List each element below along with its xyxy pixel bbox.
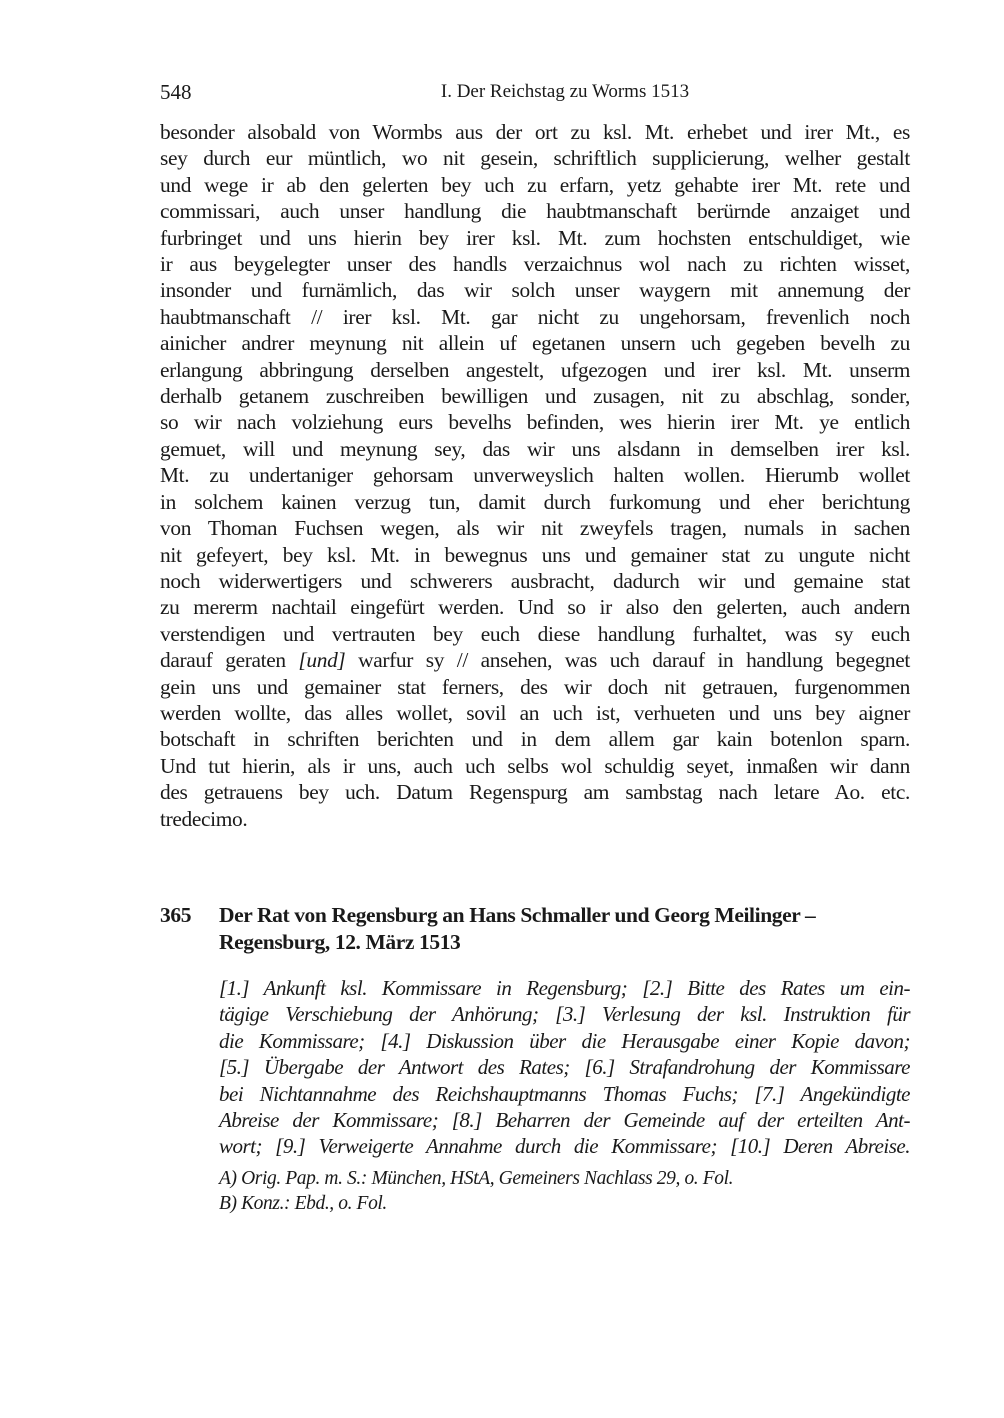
body-line: zu mererm nachtail eingefürt werden. Und so ir also den gelerten, auch andern [160, 595, 910, 620]
body-line: in solchem kainen verzug tun, damit durch furkomung und eher berichtung [160, 489, 910, 514]
document-title [219, 902, 919, 956]
body-line: ainicher andrer meynung nit allein uf egetanen unsern uch gegeben bevelh zu [160, 331, 910, 356]
source-line: B) Konz.: Ebd., o. Fol. [219, 1193, 387, 1214]
line-text: darauf geraten [160, 648, 299, 673]
letter-body-text [160, 119, 910, 832]
body-line: werden wollte, das alles wollet, sovil an uch ist, verhueten und uns bey aigner [160, 700, 910, 725]
body-line: sey durch eur müntlich, wo nit gesein, schriftlich supplicierung, welher gestalt [160, 146, 910, 171]
body-line: Und tut hierin, als ir uns, auch uch selbs wol schuldig seyet, inmaßen wir dann [160, 753, 910, 778]
body-line: Mt. zu undertaniger gehorsam unverweyslich halten wollen. Hierumb wollet [160, 463, 910, 488]
source-line: A) Orig. Pap. m. S.: München, HStA, Gemeiners Nachlass 29, o. Fol. [219, 1168, 734, 1189]
summary-line: bei Nichtannahme des Reichshauptmanns Thomas Fuchs; [7.] Angekündigte [219, 1081, 910, 1106]
body-line: tredecimo. [160, 806, 248, 831]
body-line: botschaft in schriften berichten und in dem allem gar kain botenlon sparn. [160, 727, 910, 752]
body-line: des getrauens bey uch. Datum Regenspurg am sambstag nach letare Ao. etc. [160, 780, 910, 805]
body-line: besonder alsobald von Wormbs aus der ort zu ksl. Mt. erhebet und irer Mt., es [160, 120, 910, 144]
body-line: und wege ir ab den gelerten bey uch zu erfarn, yetz gehabte irer Mt. rete und [160, 172, 910, 197]
summary-line: [1.] Ankunft ksl. Kommissare in Regensburg; [2.] Bitte des Rates um ein- [219, 976, 910, 1000]
title-line: Regensburg, 12. März 1513 [219, 930, 461, 954]
page-number: 548 [160, 80, 192, 104]
body-line: noch widerwertigers und schwerers ausbracht, dadurch wir und gemaine stat [160, 568, 910, 593]
body-line: ir aus beygelegter unser des handls verzaichnus wol nach zu richten wisset, [160, 252, 910, 277]
running-title: I. Der Reichstag zu Worms 1513 [440, 81, 690, 102]
body-line: derhalb getanem zuschreiben bewilligen und zusagen, nit zu abschlag, sonder, [160, 384, 910, 409]
document-number: 365 [160, 903, 192, 927]
body-line: so wir nach volziehung eurs bevelhs befinden, wes hierin irer Mt. ye entlich [160, 410, 910, 435]
body-line: furbringet und uns hierin bey irer ksl. Mt. zum hochsten entschuldiget, wie [160, 225, 910, 250]
body-line: nit gefeyert, bey ksl. Mt. in bewegnus uns und gemainer stat zu ungute nicht [160, 542, 910, 567]
body-line: gein uns und gemainer stat ferners, des wir doch nit getrauen, furgenommen [160, 674, 910, 699]
summary-line: die Kommissare; [4.] Diskussion über die Herausgabe einer Kopie davon; [219, 1028, 910, 1053]
body-line: insonder und furnämlich, das wir solch unser waygern mit annemung der [160, 278, 910, 303]
document-sources [219, 1166, 910, 1216]
body-line: von Thoman Fuchsen wegen, als wir nit zweyfels tragen, numals in sachen [160, 516, 910, 541]
body-line: commissari, auch unser handlung die haubtmanschaft berürnde anzaiget und [160, 199, 910, 224]
running-head [160, 80, 910, 106]
body-line: haubtmanschaft // irer ksl. Mt. gar nicht zu ungehorsam, frevenlich noch [160, 304, 910, 329]
summary-line: Abreise der Kommissare; [8.] Beharren der Gemeinde auf der erteilten Ant- [219, 1108, 910, 1133]
editorial-insertion: [und] [298, 648, 346, 673]
summary-line: tägige Verschiebung der Anhörung; [3.] Verlesung der ksl. Instruktion für [219, 1002, 910, 1027]
line-text: warfur sy // ansehen, was uch darauf in handlung begegnet [345, 648, 911, 673]
body-line-with-editorial-insertion [160, 647, 910, 673]
body-line: erlangung abbringung derselben angestelt, ufgezogen und irer ksl. Mt. unserm [160, 357, 910, 382]
title-line: Der Rat von Regensburg an Hans Schmaller und Georg Meilinger – [219, 903, 816, 927]
body-line: gemuet, will und meynung sey, das wir uns alsdann in demselben irer ksl. [160, 436, 910, 461]
document-summary [219, 975, 910, 1160]
summary-line: [5.] Übergabe der Antwort des Rates; [6.] Strafandrohung der Kommissare [219, 1055, 910, 1080]
body-line: verstendigen und vertrauten bey euch diese handlung furhaltet, was sy euch [160, 621, 910, 646]
summary-line: wort; [9.] Verweigerte Annahme durch die Kommissare; [10.] Deren Abreise. [219, 1134, 910, 1159]
